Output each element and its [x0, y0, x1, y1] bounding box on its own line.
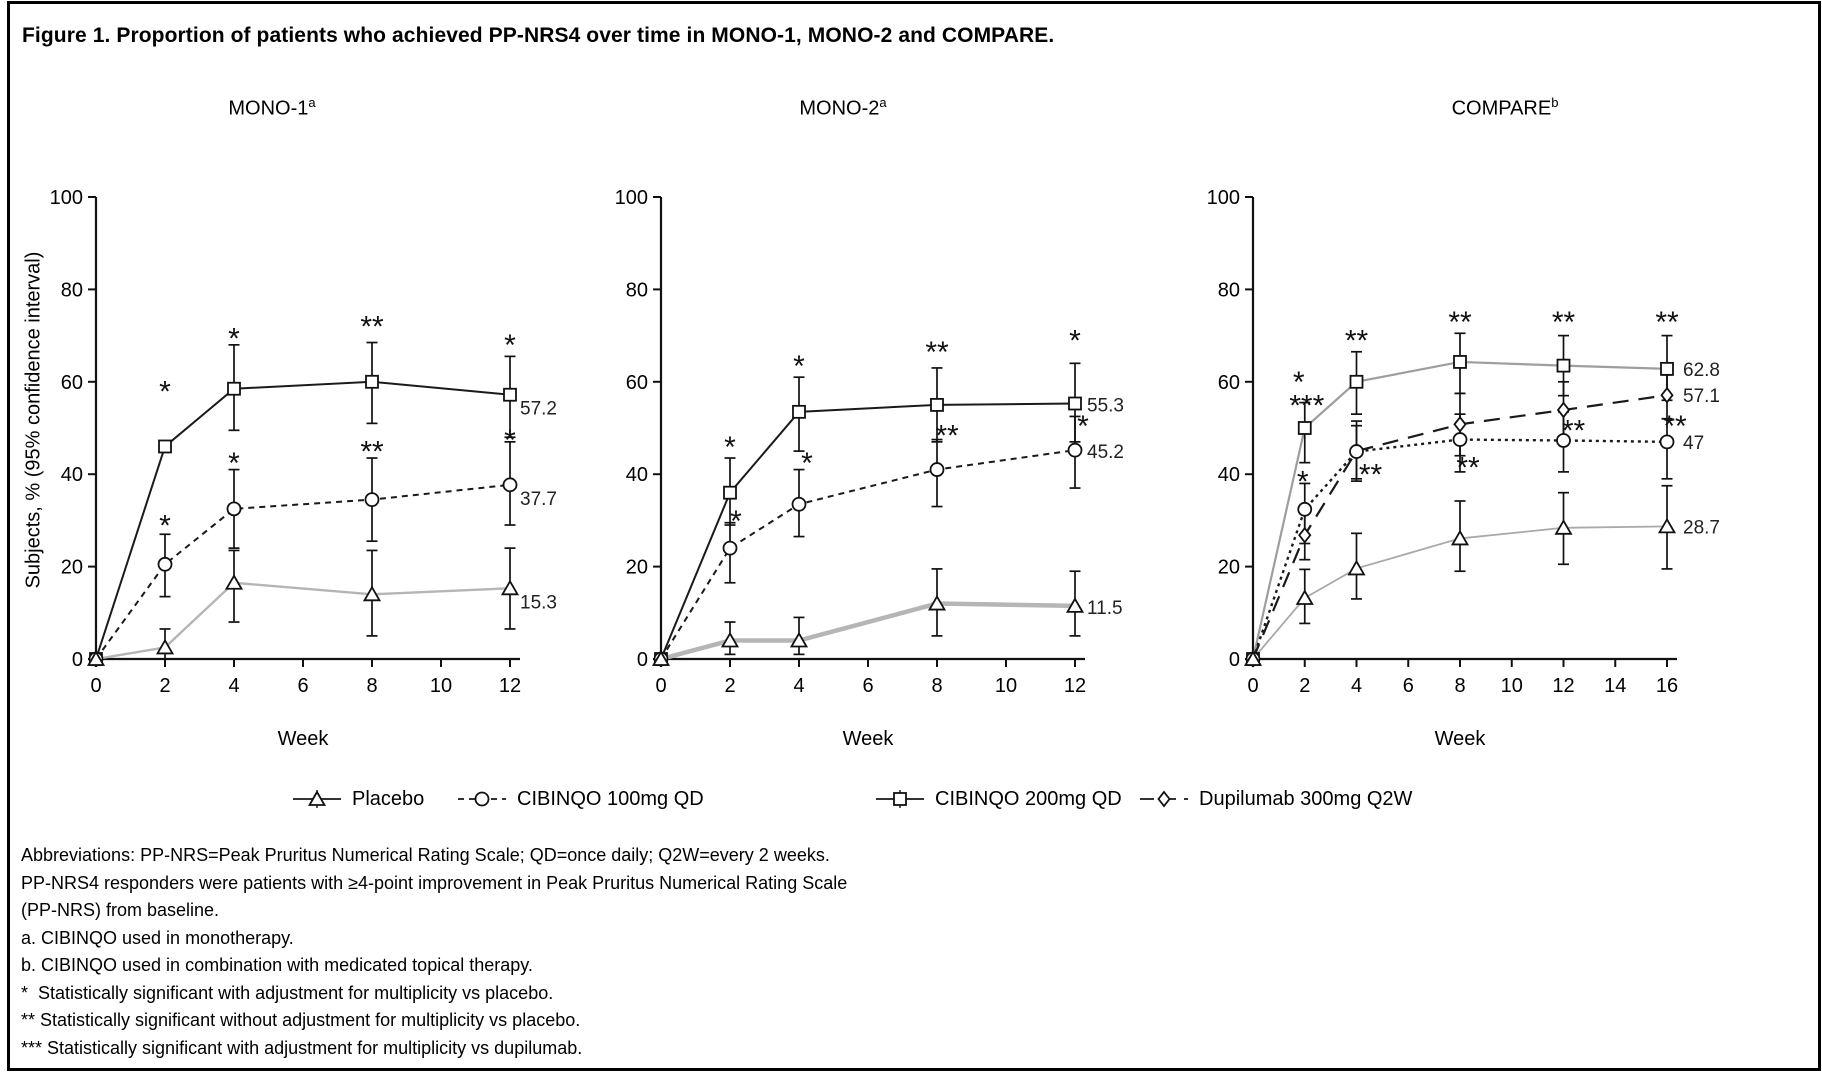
- svg-text:4: 4: [1350, 675, 1363, 697]
- svg-text:6: 6: [862, 675, 874, 697]
- svg-text:*: *: [1292, 366, 1305, 400]
- chart-compare: [1198, 182, 1763, 772]
- end-label: 47: [1683, 432, 1705, 454]
- panel-heading-mono1-sup: a: [308, 95, 316, 110]
- svg-text:*: *: [801, 447, 813, 481]
- svg-text:2: 2: [159, 675, 171, 697]
- series-line: [96, 485, 510, 659]
- footnote-double-star: ** Statistically significant without adjustment for multiplicity vs placebo.: [21, 1010, 581, 1030]
- svg-text:**: **: [1663, 410, 1687, 444]
- svg-text:***: ***: [1289, 389, 1325, 423]
- svg-text:**: **: [360, 435, 384, 469]
- significance-markers: [1289, 306, 1687, 498]
- svg-text:10: 10: [1500, 675, 1523, 697]
- svg-text:*: *: [1077, 410, 1089, 444]
- svg-text:2: 2: [724, 675, 736, 697]
- figure-title: Figure 1. Proportion of patients who achieved PP-NRS4 over time in MONO-1, MONO-2 and COMPARE.: [22, 24, 1055, 47]
- panel-heading-mono2-label: MONO-2: [799, 97, 880, 120]
- legend-label-cibinqo-100: CIBINQO 100mg QD: [517, 787, 704, 810]
- svg-text:0: 0: [636, 649, 648, 671]
- legend-item-placebo: [293, 786, 424, 812]
- end-label: 57.2: [520, 398, 557, 420]
- svg-text:80: 80: [625, 279, 648, 302]
- svg-text:80: 80: [1217, 279, 1240, 302]
- panel-heading-compare: [1452, 95, 1559, 121]
- series-markers: [90, 376, 516, 665]
- svg-text:60: 60: [625, 371, 648, 394]
- svg-text:12: 12: [498, 675, 522, 697]
- significance-markers: [724, 325, 1089, 538]
- legend-item-dupilumab: [1140, 786, 1412, 812]
- panel-heading-compare-sup: b: [1551, 95, 1559, 110]
- dupilumab-line-marker-icon: [1140, 786, 1188, 812]
- axes: [661, 197, 1085, 659]
- svg-text:12: 12: [1552, 675, 1575, 697]
- legend-label-dupilumab: Dupilumab 300mg Q2W: [1199, 787, 1413, 810]
- series-line: [96, 583, 510, 659]
- tick-labels: [50, 187, 522, 697]
- svg-text:*: *: [159, 375, 171, 409]
- svg-text:40: 40: [1217, 464, 1240, 487]
- svg-text:100: 100: [1206, 187, 1240, 209]
- significance-markers: [159, 311, 516, 543]
- error-bars: [1296, 412, 1672, 544]
- svg-text:14: 14: [1604, 675, 1627, 697]
- end-label: 55.3: [1087, 395, 1124, 417]
- svg-text:80: 80: [60, 279, 83, 302]
- series-line: [96, 382, 510, 659]
- svg-text:*: *: [504, 423, 516, 457]
- svg-text:*: *: [1296, 465, 1309, 499]
- svg-text:6: 6: [1402, 675, 1414, 697]
- ticks: [88, 197, 510, 667]
- cibinqo-200-line-marker-icon: [876, 786, 924, 812]
- placebo-line-marker-icon: [293, 786, 341, 812]
- x-axis-label: Week: [277, 728, 329, 750]
- svg-text:**: **: [1344, 324, 1369, 358]
- svg-text:60: 60: [60, 371, 83, 394]
- svg-text:4: 4: [793, 675, 805, 697]
- series-line: [661, 604, 1075, 659]
- svg-text:8: 8: [366, 675, 378, 697]
- series-markers: [655, 444, 1082, 666]
- svg-text:100: 100: [614, 187, 648, 209]
- end-label: 28.7: [1683, 517, 1720, 539]
- error-bars: [229, 343, 516, 438]
- svg-text:10: 10: [429, 675, 453, 697]
- legend-label-cibinqo-200: CIBINQO 200mg QD: [935, 787, 1122, 810]
- svg-text:**: **: [1655, 306, 1679, 340]
- svg-text:**: **: [1358, 458, 1383, 492]
- svg-text:0: 0: [1228, 649, 1240, 671]
- svg-text:*: *: [1069, 324, 1081, 358]
- footnotes: [21, 842, 847, 1062]
- footnote-responders-2: (PP-NRS) from baseline.: [21, 900, 220, 920]
- svg-text:60: 60: [1217, 371, 1240, 394]
- svg-text:20: 20: [60, 556, 83, 579]
- svg-text:0: 0: [1247, 675, 1259, 697]
- svg-text:8: 8: [1454, 675, 1466, 697]
- x-axis-label: Week: [842, 728, 894, 750]
- error-bars: [160, 442, 516, 597]
- svg-text:**: **: [1551, 306, 1576, 340]
- panel-heading-mono1: [228, 95, 315, 121]
- footnote-star: * Statistically significant with adjustment for multiplicity vs placebo.: [21, 982, 554, 1003]
- svg-text:40: 40: [625, 464, 648, 487]
- svg-text:*: *: [724, 430, 736, 464]
- svg-text:0: 0: [90, 675, 102, 697]
- svg-text:20: 20: [1217, 556, 1240, 579]
- svg-text:0: 0: [655, 675, 667, 697]
- axes: [1253, 197, 1677, 659]
- svg-text:8: 8: [931, 675, 943, 697]
- svg-text:**: **: [360, 310, 384, 344]
- end-label: 45.2: [1087, 442, 1124, 464]
- svg-text:10: 10: [994, 675, 1018, 697]
- panel-heading-mono2-sup: a: [879, 95, 887, 110]
- legend-item-cibinqo-100: [458, 786, 704, 812]
- end-label: 11.5: [1087, 597, 1123, 619]
- svg-text:**: **: [935, 419, 959, 453]
- x-axis-label: Week: [1434, 728, 1486, 750]
- svg-text:**: **: [1448, 306, 1472, 340]
- svg-text:*: *: [730, 504, 742, 538]
- svg-text:20: 20: [625, 556, 648, 579]
- svg-text:100: 100: [49, 187, 83, 209]
- y-axis-label: Subjects, % (95% confidence interval): [22, 251, 45, 589]
- svg-text:**: **: [1456, 451, 1480, 485]
- series-line: [661, 450, 1075, 659]
- error-bars: [725, 416, 1081, 582]
- svg-text:*: *: [793, 350, 805, 384]
- svg-text:16: 16: [1655, 675, 1679, 697]
- error-bars: [725, 363, 1081, 525]
- cibinqo-100-line-marker-icon: [458, 786, 506, 812]
- panel-heading-mono2: [799, 95, 886, 121]
- error-bars: [1299, 486, 1672, 624]
- legend-item-cibinqo-200: [876, 786, 1122, 812]
- chart-mono2: [606, 182, 1171, 772]
- ticks: [653, 197, 1075, 667]
- footnote-triple-star: *** Statistically significant with adjustment for multiplicity vs dupilumab.: [21, 1037, 583, 1058]
- series-markers: [655, 398, 1081, 665]
- svg-text:4: 4: [228, 675, 240, 697]
- end-label: 62.8: [1683, 359, 1720, 381]
- svg-text:*: *: [228, 322, 240, 356]
- footnote-b: b. CIBINQO used in combination with medicated topical therapy.: [21, 955, 533, 975]
- svg-text:*: *: [228, 447, 240, 481]
- footnote-abbreviations: Abbreviations: PP-NRS=Peak Pruritus Numerical Rating Scale; QD=once daily; Q2W=every 2 weeks.: [21, 845, 830, 865]
- svg-text:12: 12: [1063, 675, 1087, 697]
- svg-text:**: **: [925, 336, 949, 370]
- svg-text:*: *: [159, 509, 171, 543]
- panel-heading-compare-label: COMPARE: [1451, 97, 1552, 120]
- svg-text:40: 40: [60, 464, 83, 487]
- svg-text:2: 2: [1299, 675, 1311, 697]
- series-markers: [1246, 519, 1675, 665]
- svg-text:*: *: [504, 329, 516, 363]
- svg-text:0: 0: [71, 649, 83, 671]
- svg-text:6: 6: [297, 675, 309, 697]
- legend-label-placebo: Placebo: [352, 787, 425, 810]
- end-label: 57.1: [1683, 386, 1720, 408]
- footnote-responders-1: PP-NRS4 responders were patients with ≥4-point improvement in Peak Pruritus Numerical Rating Scale: [21, 872, 848, 893]
- chart-mono1: [41, 182, 606, 772]
- series-markers: [90, 478, 517, 665]
- end-label: 15.3: [520, 592, 557, 614]
- end-label: 37.7: [520, 488, 557, 510]
- svg-text:**: **: [1561, 414, 1586, 448]
- panel-heading-mono1-label: MONO-1: [228, 97, 309, 120]
- footnote-a: a. CIBINQO used in monotherapy.: [21, 927, 294, 948]
